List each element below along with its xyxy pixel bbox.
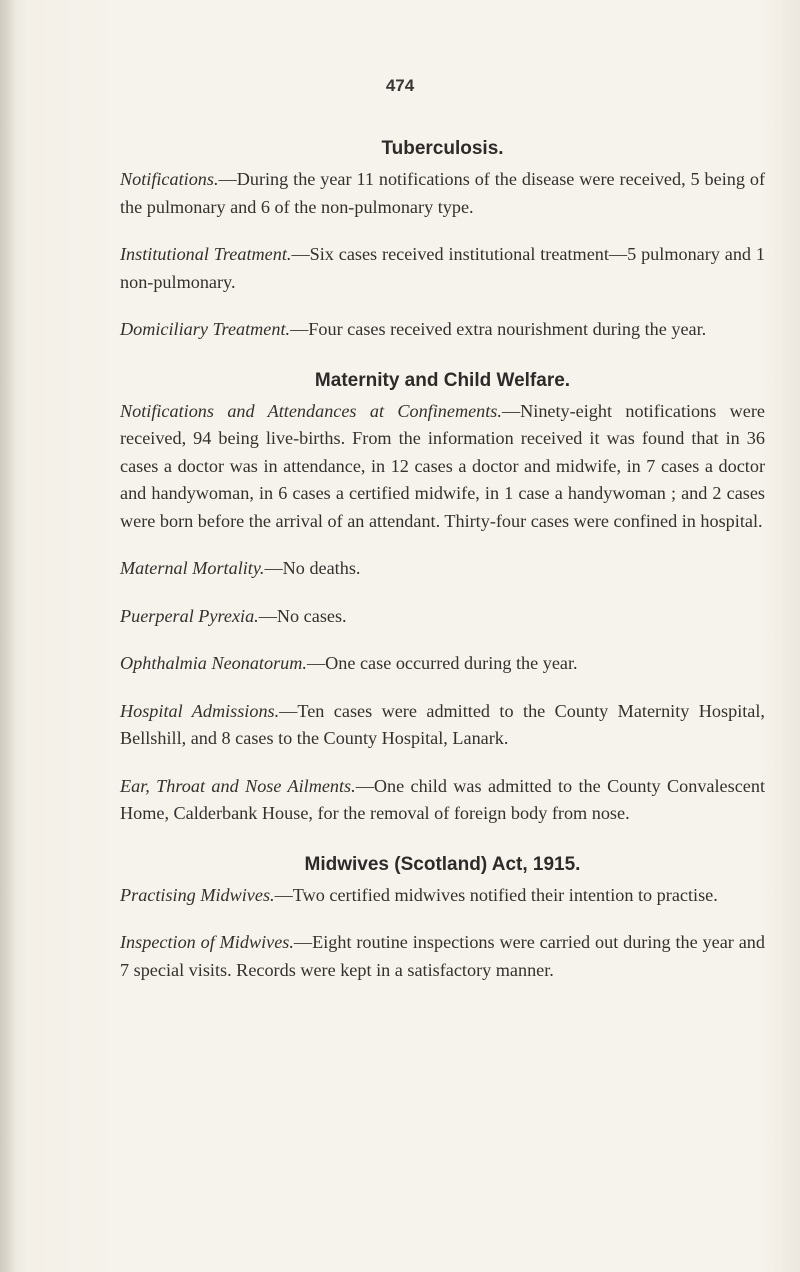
paragraph-hospital-admissions (120, 698, 765, 753)
paragraph-text: —One child was admitted to the County Convalescent Home, Calderbank House, for the removal of foreign body from nose. (120, 775, 765, 823)
paragraph-text: —Eight routine inspections were carried out during the year and 7 special visits. Records were kept in a satisfactory manner. (120, 932, 765, 980)
paragraph-tb-domiciliary-treatment (120, 316, 765, 344)
paragraph-lead: Maternal Mortality. (120, 558, 265, 578)
paragraph-lead: Practising Midwives. (120, 884, 275, 905)
paragraph-text: —No cases. (258, 605, 347, 626)
paragraph-lead: Notifications and Attendances at Confinements. (120, 400, 502, 421)
paragraph-text: —One case occurred during the year. (306, 653, 578, 673)
paragraph-ear-throat-nose (120, 773, 765, 828)
paragraph-lead: Inspection of Midwives. (120, 932, 294, 952)
paragraph-text: —Four cases received extra nourishment during the year. (290, 319, 707, 339)
section-heading-maternity: Maternity and Child Welfare. (314, 369, 571, 391)
paragraph-ophthalmia-neonatorum (120, 650, 765, 678)
paragraph-text: —During the year 11 notifications of the disease were received, 5 being of the pulmonary and 6 of the non-pulmonary type. (120, 169, 765, 217)
section-midwives-act (120, 852, 765, 985)
paragraph-text: —No deaths. (264, 558, 361, 578)
page-body (120, 136, 765, 984)
paragraph-tb-institutional-treatment (120, 241, 765, 296)
paragraph-lead: Ear, Throat and Nose Ailments. (120, 775, 356, 796)
paragraph-text: —Ninety-eight notifications were received, 94 being live-births. From the information received it was found that in 36 cases a doctor was in attendance, in 12 cases a doctor and midwife, in 7 cases a doctor and handywoman, in 6 cases a certified midwife, in 1 case a handywoman ; and 2 cases were born before the arrival of an attendant. Thirty-four cases were confined in hospital. (120, 400, 766, 531)
section-heading-tuberculosis: Tuberculosis. (381, 138, 504, 159)
section-maternity-child-welfare (120, 368, 765, 828)
paragraph-lead: Ophthalmia Neonatorum. (120, 653, 307, 673)
paragraph-inspection-of-midwives (120, 929, 765, 984)
section-heading-midwives-act: Midwives (Scotland) Act, 1915. (304, 853, 581, 875)
paragraph-puerperal-pyrexia (120, 603, 765, 631)
paragraph-lead: Hospital Admissions. (120, 700, 280, 721)
paragraph-tb-notifications (120, 166, 765, 221)
page-number: 474 (385, 76, 415, 95)
paragraph-maternal-mortality (120, 555, 765, 583)
paragraph-lead: Domiciliary Treatment. (120, 319, 291, 339)
paragraph-text: —Ten cases were admitted to the County Maternity Hospital, Bellshill, and 8 cases to the County Hospital, Lanark. (120, 700, 765, 748)
paragraph-text: —Six cases received institutional treatment—5 pulmonary and 1 non-pulmonary. (120, 244, 765, 292)
paragraph-practising-midwives (120, 882, 765, 910)
paragraph-lead: Institutional Treatment. (120, 244, 292, 264)
page-binding-shadow (0, 0, 16, 1272)
paragraph-text: —Two certified midwives notified their intention to practise. (274, 884, 718, 905)
paragraph-lead: Notifications. (120, 169, 219, 189)
paragraph-lead: Puerperal Pyrexia. (120, 605, 259, 626)
section-tuberculosis (120, 136, 765, 344)
paragraph-notifications-attendances (120, 398, 765, 536)
